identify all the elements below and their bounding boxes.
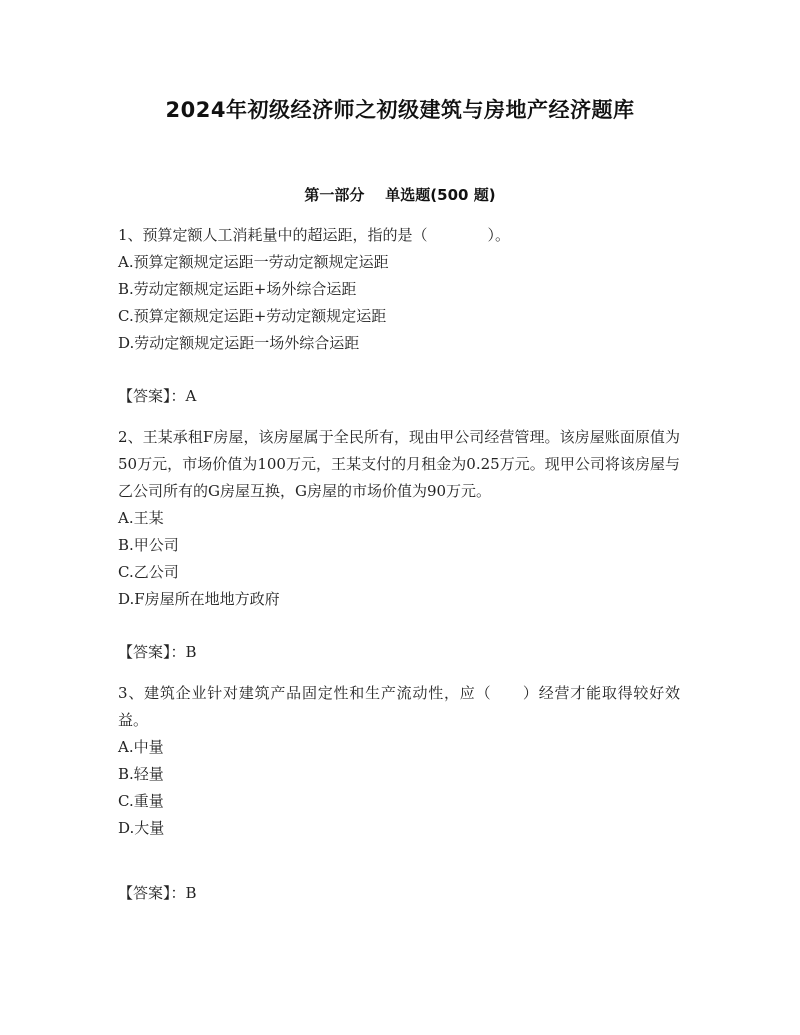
spacer [118,410,680,424]
answer-label: 【答案】：B [118,643,197,661]
question-list [118,222,680,907]
option-d: D.F房屋所在地地方政府 [118,590,280,608]
option-c: C.乙公司 [118,563,179,581]
answer-label: 【答案】：A [118,387,197,405]
option-a: A.王某 [118,509,164,527]
answer-label: 【答案】：B [118,884,197,902]
question-3 [118,680,680,907]
question-1 [118,222,680,424]
option-b: B.甲公司 [118,536,179,554]
question-2 [118,424,680,680]
option-a: A.预算定额规定运距一劳动定额规定运距 [118,253,389,271]
spacer [118,842,680,880]
section-title: 第一部分 单选题(500 题) [304,186,496,204]
spacer [118,613,680,639]
option-c: C.预算定额规定运距+劳动定额规定运距 [118,307,387,325]
option-a: A.中量 [118,738,164,756]
question-stem: 1、预算定额人工消耗量中的超运距，指的是（ ）。 [118,226,511,244]
question-stem: 2、王某承租F房屋，该房屋属于全民所有，现由甲公司经营管理。该房屋账面原值为50万元，市场价值为100万元，王某支付的月租金为0.25万元。现甲公司将该房屋与乙公司所有的G房屋互换，G房屋的市场价值为90万元。 [118,428,680,500]
option-b: B.轻量 [118,765,164,783]
option-c: C.重量 [118,792,164,810]
option-d: D.大量 [118,819,165,837]
question-stem: 3、建筑企业针对建筑产品固定性和生产流动性，应（ ）经营才能取得较好效益。 [118,684,680,729]
document-title: 2024年初级经济师之初级建筑与房地产经济题库 [165,98,635,122]
option-b: B.劳动定额规定运距+场外综合运距 [118,280,357,298]
spacer [118,666,680,680]
spacer [118,357,680,383]
option-d: D.劳动定额规定运距一场外综合运距 [118,334,360,352]
